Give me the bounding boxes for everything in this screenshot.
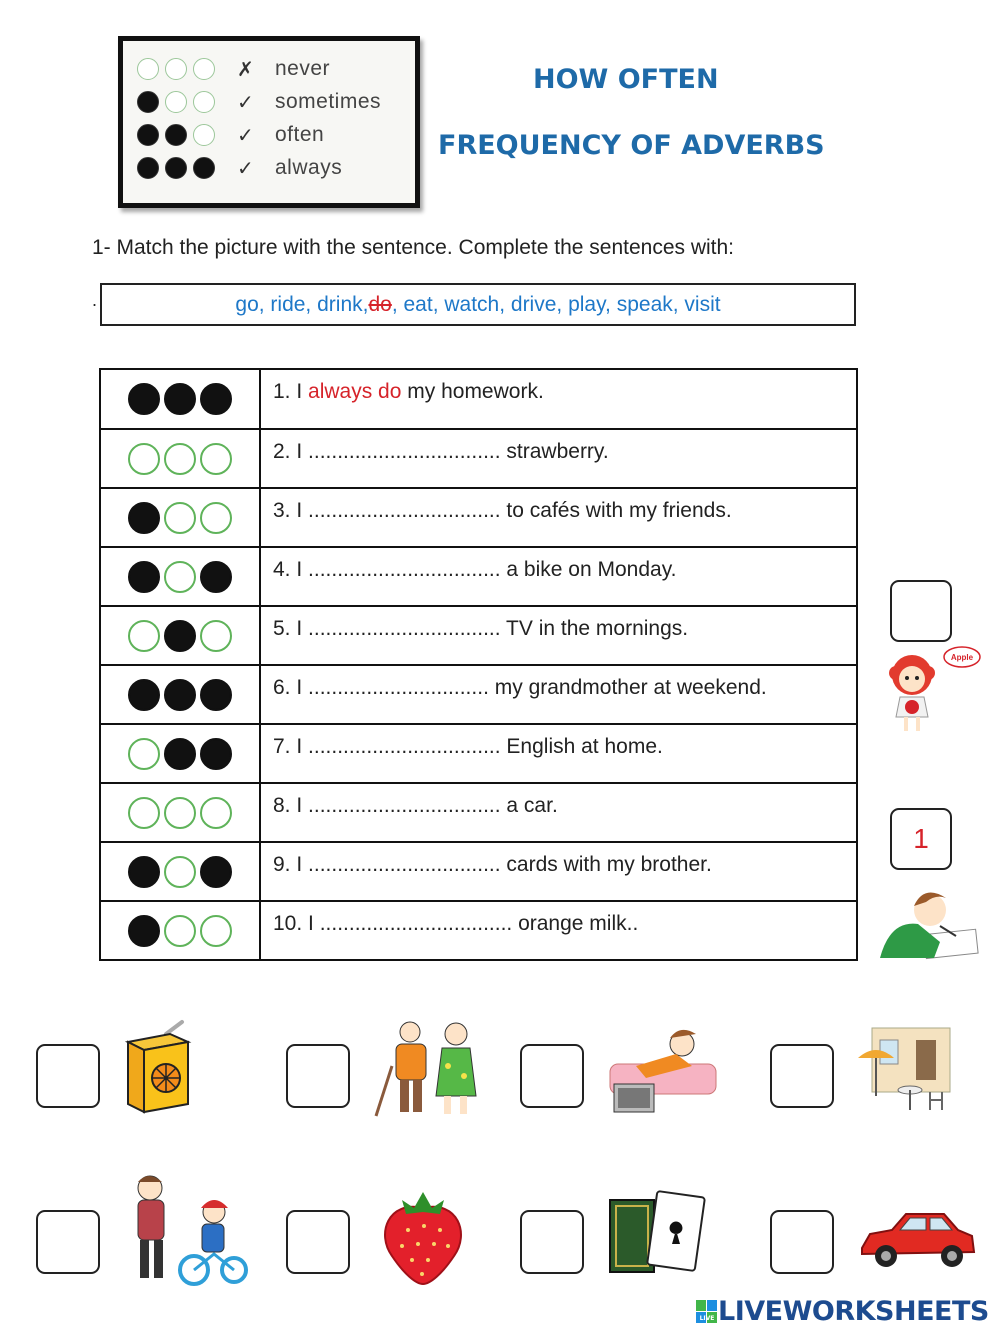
table-row: [101, 843, 856, 902]
answer-box-grandparents[interactable]: [286, 1044, 350, 1108]
table-row: [101, 370, 856, 430]
frequency-dots: [101, 725, 261, 782]
playing-cards-illustration: [606, 1186, 706, 1278]
filled-dot: [128, 679, 160, 711]
filled-dot: [128, 915, 160, 947]
filled-dot: [164, 620, 196, 652]
answer-box-strawberry[interactable]: [286, 1210, 350, 1274]
filled-dot: [128, 502, 160, 534]
frequency-dots: [101, 784, 261, 841]
sentence[interactable]: 10. I ................................. orange milk..: [273, 912, 639, 935]
filled-dot: [200, 856, 232, 888]
sentence[interactable]: 5. I ................................. TV in the mornings.: [273, 617, 689, 640]
empty-dot: [128, 620, 160, 652]
empty-dot: [164, 797, 196, 829]
empty-dot: [164, 561, 196, 593]
sentence[interactable]: 8. I ................................. a car.: [273, 794, 558, 817]
answer-box-watching-tv[interactable]: [520, 1044, 584, 1108]
orange-juice-box-illustration: [122, 1016, 194, 1116]
filled-dot: [128, 856, 160, 888]
boy-doing-homework-illustration: [880, 880, 980, 960]
empty-dot: [200, 915, 232, 947]
answer-blank: .................................: [308, 499, 501, 522]
grandparents-illustration: [370, 1016, 482, 1120]
check-icon: ✓: [237, 91, 254, 114]
svg-text:LIVE: LIVE: [699, 1314, 715, 1322]
strawberry-illustration: [378, 1186, 468, 1286]
word-bank: go, ride, drink, do , eat, watch, drive, play, speak, visit: [100, 283, 856, 326]
frequency-dots: [101, 607, 261, 664]
answer-blank: .................................: [308, 440, 501, 463]
answer-box-car[interactable]: [770, 1210, 834, 1274]
liveworksheets-badge-icon: [696, 1300, 718, 1324]
answer-blank: .................................: [308, 617, 501, 640]
table-row: [101, 666, 856, 725]
filled-dot: [128, 383, 160, 415]
filled-dot: [200, 679, 232, 711]
check-icon: ✓: [237, 124, 254, 147]
frequency-dots: [101, 430, 261, 487]
answer-box-example-strawberry[interactable]: [890, 580, 952, 642]
frequency-dots: [101, 666, 261, 723]
watching-tv-illustration: [606, 1022, 722, 1118]
filled-dot: [164, 383, 196, 415]
legend-row-never: ✗ never: [137, 54, 330, 84]
filled-dot: [200, 383, 232, 415]
sentence[interactable]: 4. I ................................. a bike on Monday.: [273, 558, 677, 581]
table-row: [101, 430, 856, 489]
empty-dot: [200, 502, 232, 534]
sentence[interactable]: 7. I ................................. English at home.: [273, 735, 663, 758]
table-row: [101, 784, 856, 843]
sentence: 1. I always do my homework.: [273, 380, 544, 403]
sentence[interactable]: 9. I ................................. cards with my brother.: [273, 853, 712, 876]
frequency-dots: [101, 548, 261, 605]
answer-blank: .................................: [308, 794, 501, 817]
frequency-dots: [101, 370, 261, 428]
answer-blank: ...............................: [308, 676, 489, 699]
sentence[interactable]: 2. I ................................. strawberry.: [273, 440, 609, 463]
answer-box-playing-cards[interactable]: [520, 1210, 584, 1274]
instruction-text: 1- Match the picture with the sentence. Complete the sentences with:: [92, 236, 735, 259]
frequency-legend: [118, 36, 420, 208]
filled-dot: [164, 679, 196, 711]
frequency-dots: [101, 489, 261, 546]
empty-dot: [164, 915, 196, 947]
answer-box-riding-bike[interactable]: [36, 1210, 100, 1274]
empty-dot: [200, 443, 232, 475]
table-row: [101, 548, 856, 607]
car-illustration: [856, 1206, 980, 1274]
empty-dot: [128, 443, 160, 475]
cross-icon: ✗: [237, 58, 254, 81]
empty-dot: [128, 797, 160, 829]
legend-row-sometimes: ✓ sometimes: [137, 87, 381, 117]
filled-dot: [200, 561, 232, 593]
answer-blank: .................................: [308, 735, 501, 758]
empty-dot: [200, 620, 232, 652]
table-row: [101, 489, 856, 548]
girl-with-apple-illustration: [882, 645, 982, 743]
check-icon: ✓: [237, 157, 254, 180]
legend-row-often: ✓ often: [137, 120, 324, 150]
sentence[interactable]: 3. I ................................. to cafés with my friends.: [273, 499, 732, 522]
table-row: [101, 607, 856, 666]
answer-blank: .................................: [308, 853, 501, 876]
frequency-dots: [101, 902, 261, 959]
frequency-dots: [101, 843, 261, 900]
table-row: [101, 902, 856, 959]
liveworksheets-logo: [696, 1296, 989, 1327]
legend-row-always: ✓ always: [137, 153, 342, 183]
empty-dot: [164, 502, 196, 534]
answer-box-cafe[interactable]: [770, 1044, 834, 1108]
filled-dot: [128, 561, 160, 593]
answer-blank: .................................: [308, 558, 501, 581]
answer-box-example-homework: 1: [890, 808, 952, 870]
empty-dot: [164, 856, 196, 888]
brand-name: LIVEWORKSHEETS: [718, 1296, 989, 1327]
cafe-illustration: [856, 1020, 952, 1116]
answer-blank: .................................: [319, 912, 513, 935]
example-answer: always do: [308, 380, 402, 403]
filled-dot: [164, 738, 196, 770]
page-subtitle: FREQUENCY OF ADVERBS: [438, 130, 825, 161]
sentence[interactable]: 6. I ............................... my grandmother at weekend.: [273, 676, 767, 699]
struck-word: do: [368, 292, 392, 316]
empty-dot: [128, 738, 160, 770]
empty-dot: [200, 797, 232, 829]
riding-bike-illustration: [118, 1170, 248, 1290]
table-row: [101, 725, 856, 784]
speech-bubble-text: Apple: [950, 653, 974, 662]
empty-dot: [164, 443, 196, 475]
filled-dot: [200, 738, 232, 770]
exercise-table: [99, 368, 858, 961]
page-title: HOW OFTEN: [533, 64, 719, 95]
answer-box-orange-juice[interactable]: [36, 1044, 100, 1108]
bullet-dot: .: [92, 290, 98, 310]
